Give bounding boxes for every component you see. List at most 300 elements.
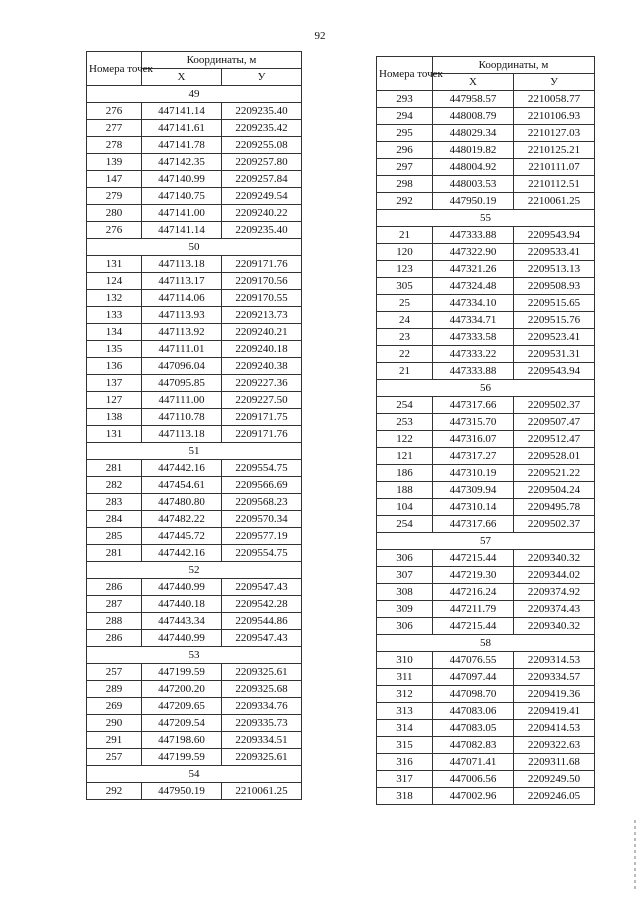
table-row [87, 409, 302, 426]
y-coordinate: 2210061.25 [222, 783, 302, 800]
table-row [377, 159, 595, 176]
table-row [87, 290, 302, 307]
x-coordinate: 447334.10 [433, 295, 514, 312]
x-coordinate: 447110.78 [142, 409, 222, 426]
y-coordinate: 2209240.21 [222, 324, 302, 341]
table-row [87, 307, 302, 324]
point-number: 131 [87, 426, 142, 443]
y-coordinate: 2209227.36 [222, 375, 302, 392]
y-coordinate: 2209340.32 [514, 550, 595, 567]
x-coordinate: 447219.30 [433, 567, 514, 584]
polygon-number: 51 [87, 443, 302, 460]
polygon-number: 53 [87, 647, 302, 664]
polygon-number: 54 [87, 766, 302, 783]
point-number: 22 [377, 346, 433, 363]
y-coordinate: 2210106.93 [514, 108, 595, 125]
point-number: 135 [87, 341, 142, 358]
x-coordinate: 447440.18 [142, 596, 222, 613]
point-number: 131 [87, 256, 142, 273]
x-coordinate: 447096.04 [142, 358, 222, 375]
y-coordinate: 2209235.40 [222, 103, 302, 120]
y-coordinate: 2209515.76 [514, 312, 595, 329]
y-coordinate: 2209374.92 [514, 584, 595, 601]
table-row [87, 103, 302, 120]
x-coordinate: 447113.18 [142, 256, 222, 273]
polygon-group-row [377, 635, 595, 652]
y-coordinate: 2209568.23 [222, 494, 302, 511]
table-row [377, 601, 595, 618]
point-number: 308 [377, 584, 433, 601]
table-row [377, 669, 595, 686]
y-coordinate: 2209325.61 [222, 664, 302, 681]
y-coordinate: 2209554.75 [222, 545, 302, 562]
y-coordinate: 2209542.28 [222, 596, 302, 613]
table-row [377, 431, 595, 448]
table-row [87, 426, 302, 443]
x-coordinate: 447950.19 [142, 783, 222, 800]
point-number: 284 [87, 511, 142, 528]
point-number: 309 [377, 601, 433, 618]
point-number: 186 [377, 465, 433, 482]
y-coordinate: 2209515.65 [514, 295, 595, 312]
point-number: 291 [87, 732, 142, 749]
point-number: 132 [87, 290, 142, 307]
y-coordinate: 2209523.41 [514, 329, 595, 346]
x-coordinate: 447140.99 [142, 171, 222, 188]
x-coordinate: 447317.66 [433, 397, 514, 414]
x-coordinate: 447200.20 [142, 681, 222, 698]
table-row [87, 477, 302, 494]
table-row [87, 579, 302, 596]
polygon-group-row [377, 210, 595, 227]
polygon-group-row [87, 647, 302, 664]
y-coordinate: 2209495.78 [514, 499, 595, 516]
table-row [87, 341, 302, 358]
x-coordinate: 447216.24 [433, 584, 514, 601]
header-y: У [222, 69, 302, 86]
y-coordinate: 2209566.69 [222, 477, 302, 494]
page-number: 92 [314, 30, 326, 42]
point-number: 122 [377, 431, 433, 448]
point-number: 288 [87, 613, 142, 630]
x-coordinate: 447111.00 [142, 392, 222, 409]
table-row [87, 715, 302, 732]
polygon-group-row [87, 443, 302, 460]
point-number: 257 [87, 664, 142, 681]
point-number: 307 [377, 567, 433, 584]
y-coordinate: 2209570.34 [222, 511, 302, 528]
table-row [87, 154, 302, 171]
x-coordinate: 447333.58 [433, 329, 514, 346]
y-coordinate: 2209171.76 [222, 256, 302, 273]
table-row [87, 324, 302, 341]
y-coordinate: 2209335.73 [222, 715, 302, 732]
point-number: 298 [377, 176, 433, 193]
table-row [377, 499, 595, 516]
x-coordinate: 448029.34 [433, 125, 514, 142]
point-number: 317 [377, 771, 433, 788]
table-row [377, 193, 595, 210]
y-coordinate: 2209227.50 [222, 392, 302, 409]
x-coordinate: 447317.27 [433, 448, 514, 465]
table-row [377, 363, 595, 380]
x-coordinate: 447442.16 [142, 460, 222, 477]
y-coordinate: 2210061.25 [514, 193, 595, 210]
x-coordinate: 447321.26 [433, 261, 514, 278]
header-coordinates: Координаты, м [433, 57, 595, 74]
y-coordinate: 2209414.53 [514, 720, 595, 737]
x-coordinate: 447215.44 [433, 550, 514, 567]
polygon-number: 55 [377, 210, 595, 227]
point-number: 313 [377, 703, 433, 720]
x-coordinate: 447442.16 [142, 545, 222, 562]
x-coordinate: 447211.79 [433, 601, 514, 618]
point-number: 137 [87, 375, 142, 392]
x-coordinate: 447141.61 [142, 120, 222, 137]
y-coordinate: 2209257.80 [222, 154, 302, 171]
table-row [87, 171, 302, 188]
point-number: 316 [377, 754, 433, 771]
point-number: 276 [87, 103, 142, 120]
table-row [377, 788, 595, 805]
point-number: 290 [87, 715, 142, 732]
y-coordinate: 2210111.07 [514, 159, 595, 176]
y-coordinate: 2209554.75 [222, 460, 302, 477]
y-coordinate: 2209547.43 [222, 579, 302, 596]
x-coordinate: 447097.44 [433, 669, 514, 686]
y-coordinate: 2209170.55 [222, 290, 302, 307]
x-coordinate: 448003.53 [433, 176, 514, 193]
point-number: 318 [377, 788, 433, 805]
y-coordinate: 2209340.32 [514, 618, 595, 635]
y-coordinate: 2209235.42 [222, 120, 302, 137]
y-coordinate: 2209255.08 [222, 137, 302, 154]
table-row [87, 783, 302, 800]
table-row [377, 397, 595, 414]
table-row [377, 329, 595, 346]
y-coordinate: 2209257.84 [222, 171, 302, 188]
table-row [87, 511, 302, 528]
x-coordinate: 447454.61 [142, 477, 222, 494]
table-row [377, 142, 595, 159]
x-coordinate: 448004.92 [433, 159, 514, 176]
header-x: X [142, 69, 222, 86]
polygon-number: 58 [377, 635, 595, 652]
y-coordinate: 2209502.37 [514, 397, 595, 414]
x-coordinate: 447140.75 [142, 188, 222, 205]
y-coordinate: 2209521.22 [514, 465, 595, 482]
x-coordinate: 447002.96 [433, 788, 514, 805]
point-number: 123 [377, 261, 433, 278]
point-number: 124 [87, 273, 142, 290]
y-coordinate: 2209547.43 [222, 630, 302, 647]
point-number: 104 [377, 499, 433, 516]
point-number: 136 [87, 358, 142, 375]
y-coordinate: 2210058.77 [514, 91, 595, 108]
y-coordinate: 2209502.37 [514, 516, 595, 533]
x-coordinate: 447958.57 [433, 91, 514, 108]
x-coordinate: 447098.70 [433, 686, 514, 703]
point-number: 21 [377, 227, 433, 244]
x-coordinate: 447333.88 [433, 363, 514, 380]
x-coordinate: 448019.82 [433, 142, 514, 159]
x-coordinate: 447095.85 [142, 375, 222, 392]
y-coordinate: 2209577.19 [222, 528, 302, 545]
table-row [87, 256, 302, 273]
x-coordinate: 447113.93 [142, 307, 222, 324]
table-row [377, 737, 595, 754]
table-row [377, 125, 595, 142]
table-row [87, 596, 302, 613]
y-coordinate: 2209240.38 [222, 358, 302, 375]
y-coordinate: 2209419.41 [514, 703, 595, 720]
x-coordinate: 447199.59 [142, 749, 222, 766]
point-number: 134 [87, 324, 142, 341]
y-coordinate: 2209311.68 [514, 754, 595, 771]
point-number: 276 [87, 222, 142, 239]
point-number: 120 [377, 244, 433, 261]
table-row [377, 567, 595, 584]
table-row [87, 528, 302, 545]
point-number: 305 [377, 278, 433, 295]
table-row [87, 732, 302, 749]
x-coordinate: 447440.99 [142, 630, 222, 647]
polygon-number: 50 [87, 239, 302, 256]
point-number: 282 [87, 477, 142, 494]
point-number: 293 [377, 91, 433, 108]
point-number: 314 [377, 720, 433, 737]
header-y: У [514, 74, 595, 91]
point-number: 312 [377, 686, 433, 703]
y-coordinate: 2209543.94 [514, 363, 595, 380]
point-number: 285 [87, 528, 142, 545]
x-coordinate: 447071.41 [433, 754, 514, 771]
x-coordinate: 447316.07 [433, 431, 514, 448]
y-coordinate: 2209322.63 [514, 737, 595, 754]
table-row [377, 754, 595, 771]
point-number: 297 [377, 159, 433, 176]
table-row [377, 244, 595, 261]
table-row [377, 108, 595, 125]
point-number: 287 [87, 596, 142, 613]
x-coordinate: 447310.14 [433, 499, 514, 516]
y-coordinate: 2209419.36 [514, 686, 595, 703]
point-number: 21 [377, 363, 433, 380]
table-row [377, 703, 595, 720]
x-coordinate: 447113.92 [142, 324, 222, 341]
polygon-number: 57 [377, 533, 595, 550]
point-number: 289 [87, 681, 142, 698]
table-row [377, 91, 595, 108]
table-row [87, 681, 302, 698]
x-coordinate: 447309.94 [433, 482, 514, 499]
y-coordinate: 2209513.13 [514, 261, 595, 278]
polygon-group-row [87, 562, 302, 579]
point-number: 23 [377, 329, 433, 346]
point-number: 257 [87, 749, 142, 766]
y-coordinate: 2209249.54 [222, 188, 302, 205]
x-coordinate: 447141.78 [142, 137, 222, 154]
table-row [87, 375, 302, 392]
header-x: X [433, 74, 514, 91]
table-row [377, 550, 595, 567]
y-coordinate: 2209507.47 [514, 414, 595, 431]
table-row [87, 137, 302, 154]
table-row [87, 749, 302, 766]
table-row [87, 222, 302, 239]
polygon-number: 52 [87, 562, 302, 579]
polygon-group-row [87, 766, 302, 783]
header-point-numbers: Номера точек [377, 57, 433, 91]
x-coordinate: 448008.79 [433, 108, 514, 125]
x-coordinate: 447113.17 [142, 273, 222, 290]
y-coordinate: 2209171.75 [222, 409, 302, 426]
coordinates-table-left [86, 51, 302, 800]
point-number: 278 [87, 137, 142, 154]
x-coordinate: 447324.48 [433, 278, 514, 295]
point-number: 281 [87, 545, 142, 562]
point-number: 315 [377, 737, 433, 754]
polygon-number: 56 [377, 380, 595, 397]
x-coordinate: 447209.54 [142, 715, 222, 732]
y-coordinate: 2209240.22 [222, 205, 302, 222]
point-number: 286 [87, 630, 142, 647]
point-number: 254 [377, 397, 433, 414]
x-coordinate: 447322.90 [433, 244, 514, 261]
x-coordinate: 447333.88 [433, 227, 514, 244]
y-coordinate: 2209235.40 [222, 222, 302, 239]
y-coordinate: 2209314.53 [514, 652, 595, 669]
point-number: 279 [87, 188, 142, 205]
x-coordinate: 447482.22 [142, 511, 222, 528]
table-row [377, 227, 595, 244]
table-row [377, 482, 595, 499]
table-row [87, 545, 302, 562]
point-number: 277 [87, 120, 142, 137]
y-coordinate: 2209512.47 [514, 431, 595, 448]
point-number: 133 [87, 307, 142, 324]
x-coordinate: 447209.65 [142, 698, 222, 715]
point-number: 294 [377, 108, 433, 125]
polygon-group-row [87, 86, 302, 103]
table-row [377, 448, 595, 465]
y-coordinate: 2209171.76 [222, 426, 302, 443]
point-number: 286 [87, 579, 142, 596]
table-row [377, 176, 595, 193]
table-row [377, 584, 595, 601]
x-coordinate: 447083.05 [433, 720, 514, 737]
table-row [87, 188, 302, 205]
table-row [87, 630, 302, 647]
point-number: 296 [377, 142, 433, 159]
table-row [377, 771, 595, 788]
y-coordinate: 2209325.68 [222, 681, 302, 698]
x-coordinate: 447141.14 [142, 222, 222, 239]
x-coordinate: 447113.18 [142, 426, 222, 443]
table-row [87, 120, 302, 137]
y-coordinate: 2209531.31 [514, 346, 595, 363]
point-number: 121 [377, 448, 433, 465]
x-coordinate: 447215.44 [433, 618, 514, 635]
table-row [377, 261, 595, 278]
polygon-group-row [377, 380, 595, 397]
x-coordinate: 447950.19 [433, 193, 514, 210]
table-row [87, 392, 302, 409]
y-coordinate: 2209334.57 [514, 669, 595, 686]
table-row [87, 698, 302, 715]
point-number: 295 [377, 125, 433, 142]
table-row [87, 460, 302, 477]
point-number: 269 [87, 698, 142, 715]
header-point-numbers: Номера точек [87, 52, 142, 86]
y-coordinate: 2209344.02 [514, 567, 595, 584]
x-coordinate: 447082.83 [433, 737, 514, 754]
x-coordinate: 447114.06 [142, 290, 222, 307]
x-coordinate: 447440.99 [142, 579, 222, 596]
point-number: 311 [377, 669, 433, 686]
polygon-group-row [377, 533, 595, 550]
point-number: 139 [87, 154, 142, 171]
x-coordinate: 447334.71 [433, 312, 514, 329]
x-coordinate: 447199.59 [142, 664, 222, 681]
point-number: 147 [87, 171, 142, 188]
y-coordinate: 2209213.73 [222, 307, 302, 324]
point-number: 127 [87, 392, 142, 409]
table-row [87, 205, 302, 222]
y-coordinate: 2209240.18 [222, 341, 302, 358]
point-number: 283 [87, 494, 142, 511]
polygon-group-row [87, 239, 302, 256]
point-number: 253 [377, 414, 433, 431]
polygon-number: 49 [87, 86, 302, 103]
point-number: 280 [87, 205, 142, 222]
x-coordinate: 447480.80 [142, 494, 222, 511]
x-coordinate: 447315.70 [433, 414, 514, 431]
coordinates-table-right [376, 56, 595, 805]
table-row [377, 295, 595, 312]
x-coordinate: 447198.60 [142, 732, 222, 749]
point-number: 25 [377, 295, 433, 312]
table-row [377, 312, 595, 329]
y-coordinate: 2209374.43 [514, 601, 595, 618]
x-coordinate: 447141.14 [142, 103, 222, 120]
x-coordinate: 447333.22 [433, 346, 514, 363]
y-coordinate: 2209504.24 [514, 482, 595, 499]
x-coordinate: 447141.00 [142, 205, 222, 222]
x-coordinate: 447443.34 [142, 613, 222, 630]
point-number: 292 [87, 783, 142, 800]
table-row [87, 664, 302, 681]
table-row [87, 273, 302, 290]
point-number: 292 [377, 193, 433, 210]
point-number: 188 [377, 482, 433, 499]
point-number: 306 [377, 618, 433, 635]
y-coordinate: 2209533.41 [514, 244, 595, 261]
table-row [377, 346, 595, 363]
x-coordinate: 447111.01 [142, 341, 222, 358]
x-coordinate: 447142.35 [142, 154, 222, 171]
x-coordinate: 447083.06 [433, 703, 514, 720]
x-coordinate: 447445.72 [142, 528, 222, 545]
table-row [377, 686, 595, 703]
point-number: 24 [377, 312, 433, 329]
y-coordinate: 2209508.93 [514, 278, 595, 295]
y-coordinate: 2210112.51 [514, 176, 595, 193]
y-coordinate: 2209528.01 [514, 448, 595, 465]
point-number: 306 [377, 550, 433, 567]
table-row [377, 465, 595, 482]
y-coordinate: 2209170.56 [222, 273, 302, 290]
